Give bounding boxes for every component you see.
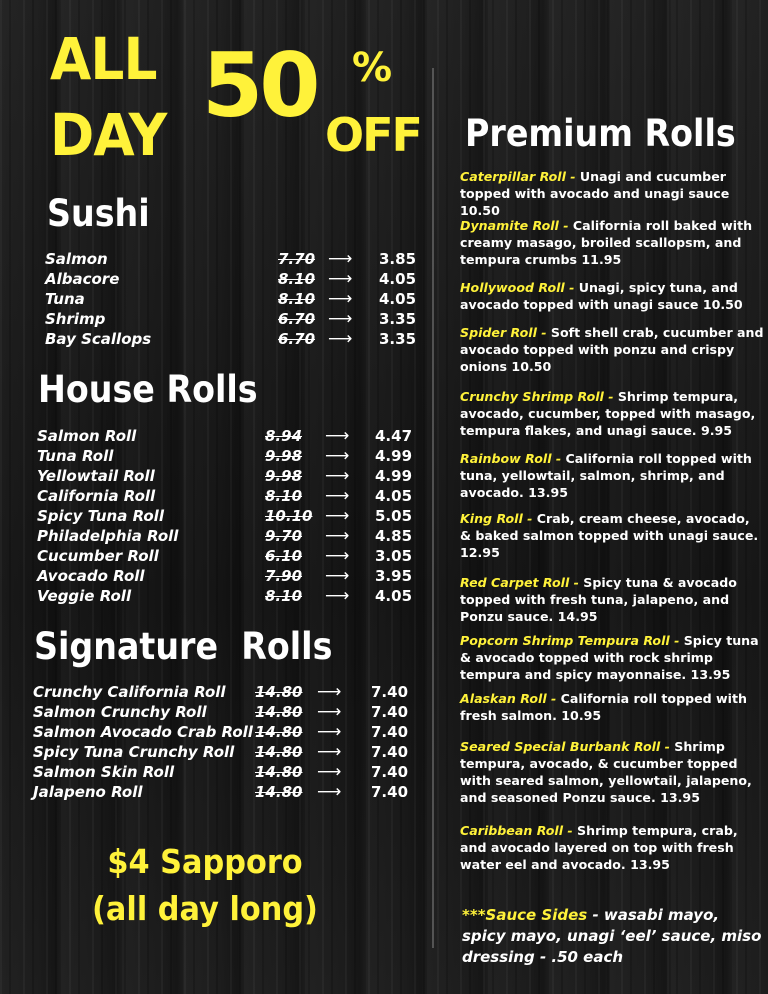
old-price: 9.98 [265,447,303,465]
sauce-sides [462,905,762,968]
premium-roll-name: Popcorn Shrimp Tempura Roll - [460,633,680,648]
new-price: 7.40 [371,703,409,721]
item-name: Yellowtail Roll [37,467,155,485]
old-price: 7.70 [278,250,316,268]
arrow-icon: ⟶ [328,249,353,269]
premium-roll-desc: California roll baked with creamy masago, broiled scallopsm, and tempura crumbs 11.95 [460,218,753,267]
item-name: Jalapeno Roll [33,783,143,801]
premium-roll-item [460,450,765,501]
menu-item-row [33,762,428,782]
old-price: 7.90 [265,567,303,585]
item-name: Salmon Skin Roll [33,763,175,781]
premium-roll-desc: Shrimp tempura, crab, and avocado layered on top with fresh water eel and avocado. 13.95 [460,823,738,872]
old-price: 8.10 [278,290,316,308]
item-name: Tuna [45,290,85,308]
menu-item-row [37,506,427,526]
promo-all: ALL [50,25,157,93]
premium-roll-item [460,738,765,806]
old-price: 14.80 [255,703,303,721]
arrow-icon: ⟶ [325,486,350,506]
new-price: 3.05 [375,547,413,565]
old-price: 6.70 [278,310,316,328]
sapporo-line-1: $4 Sapporo [107,842,303,881]
premium-roll-item [460,388,765,439]
old-price: 8.10 [278,270,316,288]
menu-item-row [37,486,427,506]
menu-item-row [33,702,428,722]
premium-roll-name: Seared Special Burbank Roll - [460,739,670,754]
old-price: 9.98 [265,467,303,485]
old-price: 6.70 [278,330,316,348]
old-price: 14.80 [255,783,303,801]
menu-item-row [37,446,427,466]
new-price: 7.40 [371,763,409,781]
premium-roll-item [460,217,765,268]
promo-banner [0,0,430,180]
new-price: 5.05 [375,507,413,525]
premium-roll-item [460,574,765,625]
sapporo-line-2: (all day long) [92,889,318,928]
house-rolls-list [37,426,427,606]
item-name: Tuna Roll [37,447,114,465]
premium-roll-name: Crunchy Shrimp Roll - [460,389,614,404]
premium-roll-item [460,632,765,683]
premium-roll-name: Hollywood Roll - [460,280,575,295]
menu-item-row [45,249,425,269]
premium-rolls-heading: Premium Rolls [465,112,736,155]
premium-roll-desc: Crab, cream cheese, avocado, & baked salmon topped with unagi sauce. 12.95 [460,511,759,560]
arrow-icon: ⟶ [328,289,353,309]
new-price: 3.95 [375,567,413,585]
item-name: California Roll [37,487,156,505]
menu-item-row [45,309,425,329]
old-price: 14.80 [255,723,303,741]
promo-day: DAY [50,101,167,169]
promo-fifty: 50 [202,34,317,137]
promo-off: OFF [325,108,421,162]
premium-roll-desc: Shrimp tempura, avocado, cucumber, topped with masago, tempura flakes, and unagi sauce. 9.95 [460,389,756,438]
premium-roll-item [460,690,765,724]
old-price: 10.10 [265,507,313,525]
new-price: 4.05 [375,487,413,505]
premium-roll-desc: Spicy tuna & avocado topped with fresh tuna, jalapeno, and Ponzu sauce. 14.95 [460,575,737,624]
new-price: 3.35 [379,310,417,328]
premium-roll-desc: Unagi and cucumber topped with avocado and unagi sauce 10.50 [460,169,730,218]
signature-rolls-list [33,682,428,802]
arrow-icon: ⟶ [317,742,342,762]
premium-roll-name: Dynamite Roll - [460,218,569,233]
arrow-icon: ⟶ [317,702,342,722]
premium-roll-desc: Shrimp tempura, avocado, & cucumber topped with seared salmon, yellowtail, jalapeno, and seasoned Ponzu sauce. 13.95 [460,739,752,805]
menu-item-row [33,742,428,762]
arrow-icon: ⟶ [325,426,350,446]
item-name: Veggie Roll [37,587,132,605]
arrow-icon: ⟶ [325,566,350,586]
new-price: 4.99 [375,447,413,465]
arrow-icon: ⟶ [317,762,342,782]
new-price: 4.85 [375,527,413,545]
item-name: Philadelphia Roll [37,527,179,545]
new-price: 4.47 [375,427,413,445]
menu-item-row [37,426,427,446]
premium-roll-desc: Spicy tuna & avocado topped with rock shrimp tempura and spicy mayonnaise. 13.95 [460,633,759,682]
premium-roll-name: Rainbow Roll - [460,451,562,466]
arrow-icon: ⟶ [317,682,342,702]
menu-item-row [33,682,428,702]
item-name: Salmon Roll [37,427,137,445]
premium-roll-desc: Unagi, spicy tuna, and avocado topped with unagi sauce 10.50 [460,280,743,312]
arrow-icon: ⟶ [325,586,350,606]
menu-item-row [37,566,427,586]
old-price: 14.80 [255,763,303,781]
premium-roll-name: King Roll - [460,511,533,526]
premium-roll-name: Alaskan Roll - [460,691,557,706]
item-name: Shrimp [45,310,106,328]
new-price: 3.85 [379,250,417,268]
new-price: 4.05 [379,270,417,288]
item-name: Avocado Roll [37,567,145,585]
old-price: 9.70 [265,527,303,545]
new-price: 4.05 [379,290,417,308]
item-name: Salmon Avocado Crab Roll [33,723,253,741]
premium-roll-desc: Soft shell crab, cucumber and avocado topped with ponzu and crispy onions 10.50 [460,325,764,374]
premium-roll-desc: California roll topped with tuna, yellowtail, salmon, shrimp, and avocado. 13.95 [460,451,752,500]
premium-roll-name: Spider Roll - [460,325,547,340]
new-price: 3.35 [379,330,417,348]
premium-roll-item [460,168,765,219]
promo-percent: % [352,45,393,91]
old-price: 8.10 [265,587,303,605]
premium-roll-item [460,324,765,375]
new-price: 7.40 [371,783,409,801]
arrow-icon: ⟶ [328,269,353,289]
house-rolls-heading: House Rolls [38,368,258,411]
item-name: Cucumber Roll [37,547,159,565]
arrow-icon: ⟶ [325,446,350,466]
menu-item-row [33,722,428,742]
arrow-icon: ⟶ [325,526,350,546]
menu-item-row [37,546,427,566]
premium-roll-item [460,510,765,561]
item-name: Spicy Tuna Roll [37,507,164,525]
arrow-icon: ⟶ [328,329,353,349]
item-name: Albacore [45,270,120,288]
arrow-icon: ⟶ [317,782,342,802]
menu-item-row [37,586,427,606]
menu-item-row [37,526,427,546]
sauce-sides-label: ***Sauce Sides [462,906,588,924]
premium-roll-desc: California roll topped with fresh salmon. 10.95 [460,691,747,723]
menu-item-row [33,782,428,802]
new-price: 4.99 [375,467,413,485]
new-price: 7.40 [371,743,409,761]
old-price: 14.80 [255,743,303,761]
menu-item-row [37,466,427,486]
arrow-icon: ⟶ [325,546,350,566]
new-price: 7.40 [371,683,409,701]
old-price: 6.10 [265,547,303,565]
signature-rolls-heading: Signature Rolls [34,625,333,668]
item-name: Crunchy California Roll [33,683,226,701]
premium-roll-item [460,822,765,873]
menu-item-row [45,269,425,289]
item-name: Salmon Crunchy Roll [33,703,207,721]
arrow-icon: ⟶ [317,722,342,742]
sauce-sides-desc: - wasabi mayo, spicy mayo, unagi ‘eel’ sauce, miso dressing - .50 each [462,906,762,966]
arrow-icon: ⟶ [328,309,353,329]
arrow-icon: ⟶ [325,506,350,526]
old-price: 8.94 [265,427,303,445]
new-price: 7.40 [371,723,409,741]
premium-roll-name: Red Carpet Roll - [460,575,579,590]
sushi-list [45,249,425,349]
item-name: Salmon [45,250,108,268]
old-price: 14.80 [255,683,303,701]
item-name: Bay Scallops [45,330,152,348]
premium-roll-name: Caribbean Roll - [460,823,573,838]
sushi-heading: Sushi [47,192,150,235]
premium-roll-name: Caterpillar Roll - [460,169,576,184]
arrow-icon: ⟶ [325,466,350,486]
new-price: 4.05 [375,587,413,605]
premium-roll-item [460,279,765,313]
old-price: 8.10 [265,487,303,505]
item-name: Spicy Tuna Crunchy Roll [33,743,235,761]
column-divider [432,68,434,948]
menu-item-row [45,329,425,349]
menu-item-row [45,289,425,309]
